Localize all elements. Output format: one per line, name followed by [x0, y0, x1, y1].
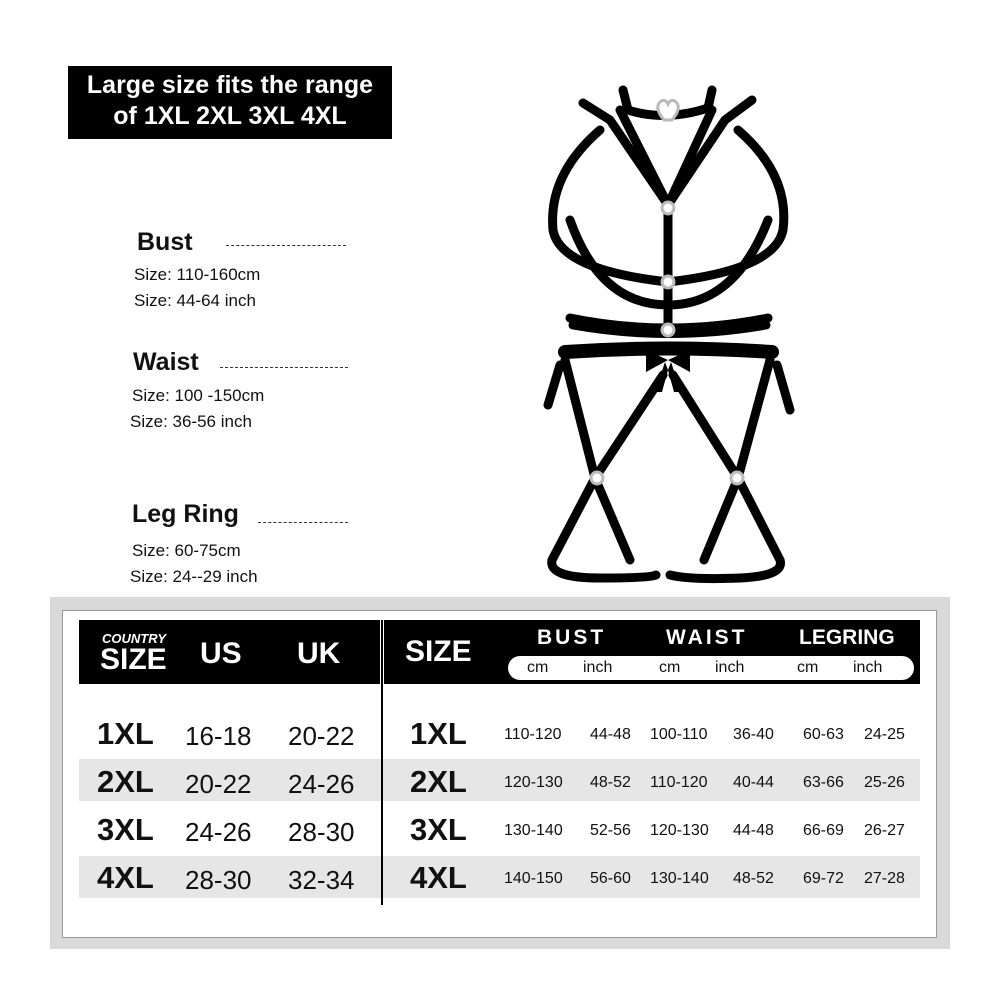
leg-ring-dashed-line [258, 522, 348, 523]
row-2xl-bust-inch: 48-52 [590, 774, 631, 791]
row-3xl-waist-inch: 44-48 [733, 822, 774, 839]
bust-group-header: BUST [537, 626, 607, 649]
row-2xl-size-right: 2XL [410, 764, 467, 799]
row-1xl-size-right: 1XL [410, 716, 467, 751]
waist-size-cm: Size: 100 -150cm [132, 386, 265, 405]
row-1xl-uk: 20-22 [288, 721, 355, 751]
unit-waist-inch: inch [715, 659, 745, 676]
row-3xl-size: 3XL [97, 812, 154, 847]
row-3xl-bust-cm: 130-140 [504, 822, 563, 839]
row-2xl-size: 2XL [97, 764, 154, 799]
row-1xl-waist-cm: 100-110 [650, 726, 708, 743]
row-2xl-uk: 24-26 [288, 769, 355, 799]
unit-bust-cm: cm [527, 659, 549, 676]
row-1xl-us: 16-18 [185, 721, 252, 751]
unit-legring-cm: cm [797, 659, 819, 676]
country-label: COUNTRY [102, 631, 167, 646]
row-3xl-us: 24-26 [185, 817, 252, 847]
harness-product-image [540, 70, 800, 590]
row-4xl-us: 28-30 [185, 865, 252, 895]
row-4xl-size-right: 4XL [410, 860, 467, 895]
row-1xl-legring-cm: 60-63 [803, 726, 844, 743]
banner-line-2: of 1XL 2XL 3XL 4XL [113, 102, 347, 130]
bust-dashed-line [226, 245, 346, 246]
legring-group-header: LEGRING [799, 626, 895, 649]
row-1xl-waist-inch: 36-40 [733, 726, 774, 743]
row-1xl-bust-cm: 110-120 [504, 726, 562, 743]
bust-heading: Bust [137, 228, 193, 256]
row-4xl-size: 4XL [97, 860, 154, 895]
banner-line-1: Large size fits the range [86, 71, 374, 99]
row-3xl-bust-inch: 52-56 [590, 822, 631, 839]
us-header: US [200, 637, 242, 670]
waist-heading: Waist [133, 348, 199, 376]
row-3xl-legring-cm: 66-69 [803, 822, 844, 839]
unit-waist-cm: cm [659, 659, 681, 676]
leg-ring-size-inch: Size: 24--29 inch [130, 567, 258, 586]
waist-group-header: WAIST [666, 626, 748, 649]
row-2xl-bust-cm: 120-130 [504, 774, 563, 791]
waist-dashed-line [220, 367, 348, 368]
size-label-left: SIZE [100, 643, 167, 676]
row-2xl-us: 20-22 [185, 769, 252, 799]
row-3xl-uk: 28-30 [288, 817, 355, 847]
row-1xl-legring-inch: 24-25 [864, 726, 905, 743]
row-3xl-legring-inch: 26-27 [864, 822, 905, 839]
row-3xl-waist-cm: 120-130 [650, 822, 709, 839]
row-4xl-waist-inch: 48-52 [733, 870, 774, 887]
row-3xl-size-right: 3XL [410, 812, 467, 847]
size-header-right: SIZE [405, 635, 472, 668]
row-2xl-legring-cm: 63-66 [803, 774, 844, 791]
row-4xl-legring-cm: 69-72 [803, 870, 844, 887]
row-1xl-size: 1XL [97, 716, 154, 751]
row-1xl-bust-inch: 44-48 [590, 726, 631, 743]
row-4xl-waist-cm: 130-140 [650, 870, 709, 887]
size-range-banner [68, 66, 392, 139]
leg-ring-heading: Leg Ring [132, 500, 239, 528]
unit-legring-inch: inch [853, 659, 883, 676]
bust-size-inch: Size: 44-64 inch [134, 291, 256, 310]
row-4xl-legring-inch: 27-28 [864, 870, 905, 887]
row-2xl-waist-cm: 110-120 [650, 774, 708, 791]
row-4xl-bust-cm: 140-150 [504, 870, 563, 887]
row-2xl-legring-inch: 25-26 [864, 774, 905, 791]
row-4xl-uk: 32-34 [288, 865, 355, 895]
table-column-divider [381, 620, 383, 905]
leg-ring-size-cm: Size: 60-75cm [132, 541, 241, 560]
row-2xl-waist-inch: 40-44 [733, 774, 774, 791]
uk-header: UK [297, 637, 341, 670]
unit-bust-inch: inch [583, 659, 613, 676]
waist-size-inch: Size: 36-56 inch [130, 412, 252, 431]
bust-size-cm: Size: 110-160cm [134, 265, 261, 284]
row-4xl-bust-inch: 56-60 [590, 870, 631, 887]
